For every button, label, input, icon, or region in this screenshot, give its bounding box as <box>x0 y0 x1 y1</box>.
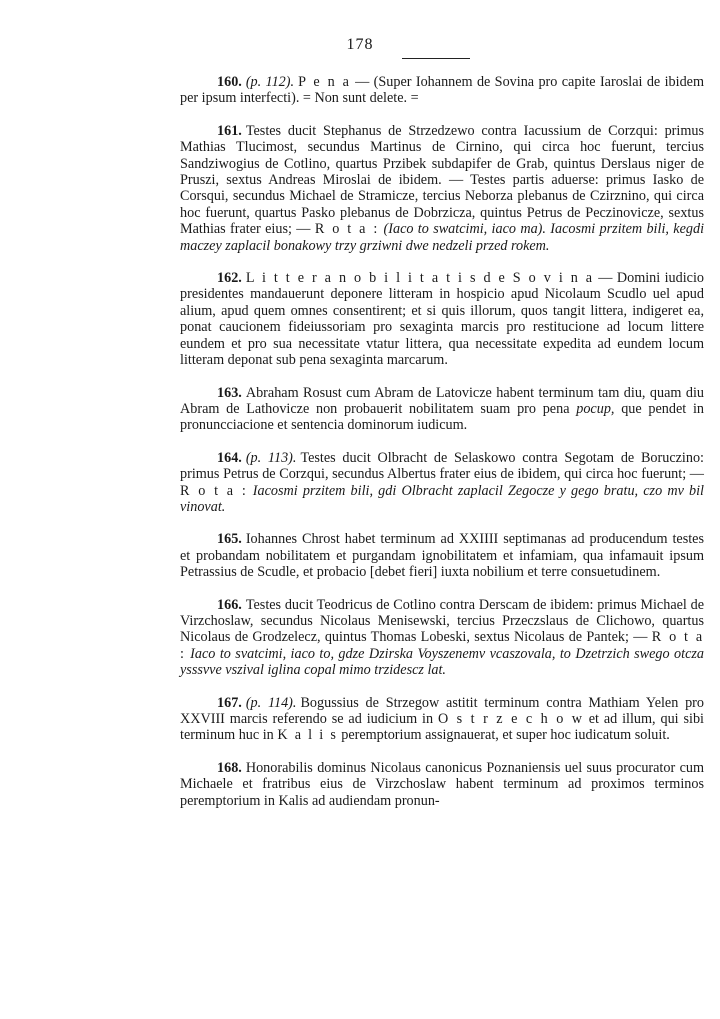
entry-number: 163. <box>217 384 242 401</box>
entry-number: 162. <box>217 270 242 287</box>
page-reference: (p. 112). <box>245 74 295 90</box>
rota-text: Iacosmi przitem bili, gdi Olbracht zaplacil Zegocze y gego bratu, czo mv bil vinovat. <box>180 482 705 515</box>
entry-text-continued: et ad illum, qui sibi terminum huc in <box>180 711 704 744</box>
entry-number: 160. <box>217 74 242 90</box>
place-name-kalis: K a l i s <box>277 727 338 744</box>
entry-text: Testes ducit Teodricus de Cotlino contra Derscam de ibidem: primus Michael de Virzchoslaw, secundus Nicolaus Menisewski, tercius Przeczslaus de Clichowo, quartus Nicolaus de Grodzelecz, quintus Thomas Lobeski, sextus Nicolaus de Pantek; — <box>180 596 704 646</box>
page-reference: (p. 113). <box>245 449 297 466</box>
entry-167 <box>180 695 704 744</box>
rota-label: R o t a : <box>314 221 380 238</box>
entries-list <box>180 74 704 825</box>
entry-text-end: peremptorium assignauerat, et super hoc iudicatum soluit. <box>337 727 670 744</box>
entry-166 <box>180 597 704 679</box>
entry-161 <box>180 123 704 254</box>
rota-label: R o t a : <box>180 482 248 499</box>
entry-text: — Domini iudicio presidentes mandauerunt deponere litteram in hospicio apud Nicolaum Scudlo uel apud alium, apud quem omnes consentirent; et si quis illorum, quos tangit littera, indigeret ea, ponat caucionem fideiussoriam pro sexaginta marcis pro restitucione ad locum littere eundem et pro sua necessitate vtatur littera, qua necessitate expedita ad eundem locum litteram deponat sub pena sexaginta marcarum. <box>180 270 704 369</box>
entry-text-continued: que pendet in pronuncciacione et sentencia dominorum iudicum. <box>180 400 704 434</box>
entry-number: 168. <box>217 759 242 776</box>
entry-number: 167. <box>217 694 242 711</box>
page-number: 178 <box>346 36 374 53</box>
entry-text: — (Super Iohannem de Sovina pro capite Iaroslai de ibidem per ipsum interfecti). = Non sunt delete. = <box>180 74 704 107</box>
entry-160 <box>180 74 704 107</box>
page-number-rule <box>402 58 470 59</box>
entry-text: Bogussius de Strzegow astitit terminum contra Mathiam Yelen pro XXVIII marcis referendo se ad iudicium in <box>180 694 704 727</box>
entry-162 <box>180 270 704 368</box>
page-reference: (p. 114). <box>245 694 297 711</box>
entry-text: Iohannes Chrost habet terminum ad XXIIII septimanas ad producendum testes et probandam nobilitatem et purgandam ignobilitatem et infamiam, qua infamauit ipsum Petrassius de Scudle, et probacio [debet fieri] iuxta nobilium et terre consuetudinem. <box>180 531 704 581</box>
rota-text: (Iaco to swatcimi, iaco ma). Iacosmi przitem bili, kegdi maczey zaplacil bonakowy trzy grziwni dwe nedzeli przed rokem. <box>180 221 705 254</box>
entry-163 <box>180 385 704 434</box>
entry-text: Honorabilis dominus Nicolaus canonicus Poznaniensis uel suus procurator cum Michaele et fratribus eius de Virzchoslaw habent terminum ad proximos terminos peremptorium in Kalis ad audiendam pronun- <box>180 759 704 809</box>
entry-164 <box>180 450 704 516</box>
entry-text: Testes ducit Olbracht de Selaskowo contra Segotam de Boruczino: primus Petrus de Corzqui, secundus Albertus frater eius de ibidem, qui circa hoc fuerunt; — <box>180 449 704 483</box>
entry-number: 161. <box>217 122 242 139</box>
entry-heading: P e n a <box>298 74 351 90</box>
entry-number: 165. <box>217 531 242 548</box>
place-name-ostrzechow: O s t r z e c h o w <box>437 711 584 727</box>
entry-168 <box>180 760 704 809</box>
rota-label: R o t a : <box>180 629 704 662</box>
entry-165 <box>180 531 704 580</box>
entry-italic-term: pocup, <box>576 400 615 417</box>
entry-text: Testes ducit Stephanus de Strzedzewo contra Iacussium de Corzqui: primus Mathias Tlucimost, secundus Martinus de Cirnino, qui circa hoc fuerunt, tercius Sandziwogius de Cotlino, quartus Przibek subdapifer de Grab, quintus Derslaus niger de Pruszi, sextus Andreas Miroslai de ibidem. — Testes partis aduerse: primus Iasko de Corsqui, secundus Michael de Stramicze, tercius Neborza plebanus de Czirznino, qui circa hoc fuerunt, quartus Pasko plebanus de Dobrzicza, quintus Petrus de Peczinovicze, sextus Mathias frater eius; — <box>180 122 704 238</box>
entry-number: 164. <box>217 449 242 466</box>
rota-text: Iaco to svatcimi, iaco to, gdze Dzirska Voyszenemv vcaszovala, to Dzetrzich swego otcza ysssvve vszival iglina copal mimo trzidescz lat. <box>180 645 704 679</box>
entry-number: 166. <box>217 596 242 613</box>
entry-text: Abraham Rosust cum Abram de Latovicze habent terminum tam diu, quam diu Abram de Lathovicze non probauerit nobilitatem suam pro pena <box>180 384 704 417</box>
entry-heading: L i t t e r a n o b i l i t a t i s d e S o v i n a <box>245 270 594 287</box>
